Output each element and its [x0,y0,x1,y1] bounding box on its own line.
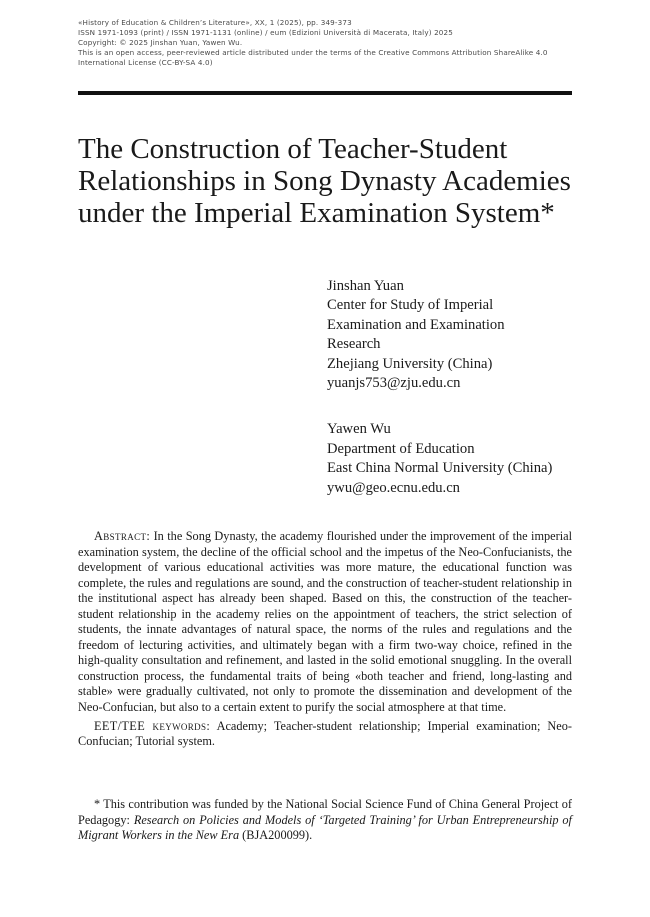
journal-metadata [78,18,588,68]
author-jinshan-yuan [327,277,587,393]
title-line: Relationships in Song Dynasty Academies [78,165,571,197]
author-affiliation: East China Normal University (China) [327,460,553,477]
footnote-text: This contribution was funded by the National Social Science Fund of China General Project of Pedagogy: [78,797,572,827]
keywords-label: EET/TEE keywords: [94,718,211,733]
header-rule [78,91,572,95]
author-affiliation: Department of Education [327,440,475,457]
author-email[interactable]: yuanjs753@zju.edu.cn [327,375,461,392]
issn-line: ISSN 1971-1093 (print) / ISSN 1971-1131 (online) / eum (Edizioni Università di Macerata, Italy) 2025 [78,28,453,37]
footnote-project-title: Research on Policies and Models of ‘Targeted Training’ for Urban Entrepreneurship of Migrant Workers in the New Era [78,812,572,842]
title-line: The Construction of Teacher-Student [78,133,508,165]
abstract-section [78,529,572,750]
funding-footnote [78,797,572,844]
author-affiliation: Center for Study of Imperial [327,297,494,314]
keywords-paragraph [78,719,572,750]
copyright-line: Copyright: © 2025 Jinshan Yuan, Yawen Wu. [78,38,243,47]
author-yawen-wu [327,420,587,498]
author-affiliation: Examination and Examination [327,316,505,333]
footnote-marker: * [94,797,101,811]
keywords-text: Academy; Teacher-student relationship; Imperial examination; Neo-Confucian; Tutorial system. [78,718,573,749]
author-name: Jinshan Yuan [327,278,404,294]
article-title [78,133,598,229]
abstract-paragraph [78,529,572,716]
abstract-label: Abstract: [94,529,151,543]
title-line: under the Imperial Examination System* [78,197,555,229]
journal-citation: «History of Education & Children’s Literature», XX, 1 (2025), pp. 349-373 [78,18,352,27]
author-affiliation: Zhejiang University (China) [327,355,493,372]
author-email[interactable]: ywu@geo.ecnu.edu.cn [327,479,460,496]
author-block [327,277,587,498]
footnote-project-code: (BJA200099). [239,828,313,842]
author-affiliation: Research [327,336,381,353]
license-line-continued: International License (CC-BY-SA 4.0) [78,58,213,67]
abstract-text: In the Song Dynasty, the academy flourished under the improvement of the imperial examination system, the decline of the official school and the impetus of the Neo-Confucianists, the development of various educational activities was more mature, the educational function was complete, the rules and regulations are sound, and the construction of teacher-student relationship in the institutional aspect has already been shaped. Based on this, the construction of the teacher-student relationship in the academy relies on the appointment of teachers, the strict selection of students, the innate advantages of natural space, the norms of the rules and regulations and the freedom of lecturing activities, and ultimately began with a firm two-way choice, refined in the high-quality consultation and refinement, and lasted in the solid emotional snuggling. In the overall construction process, the fundamental traits of being «both teacher and friend, long-lasting and stable» were gradually cultivated, not only to promote the dissemination and development of the Neo-Confucian, but also to a certain extent to purify the social atmosphere at that time. [78,529,572,715]
license-line: This is an open access, peer-reviewed article distributed under the terms of the Creative Commons Attribution ShareAlike 4.0 [78,48,548,57]
author-name: Yawen Wu [327,421,391,438]
